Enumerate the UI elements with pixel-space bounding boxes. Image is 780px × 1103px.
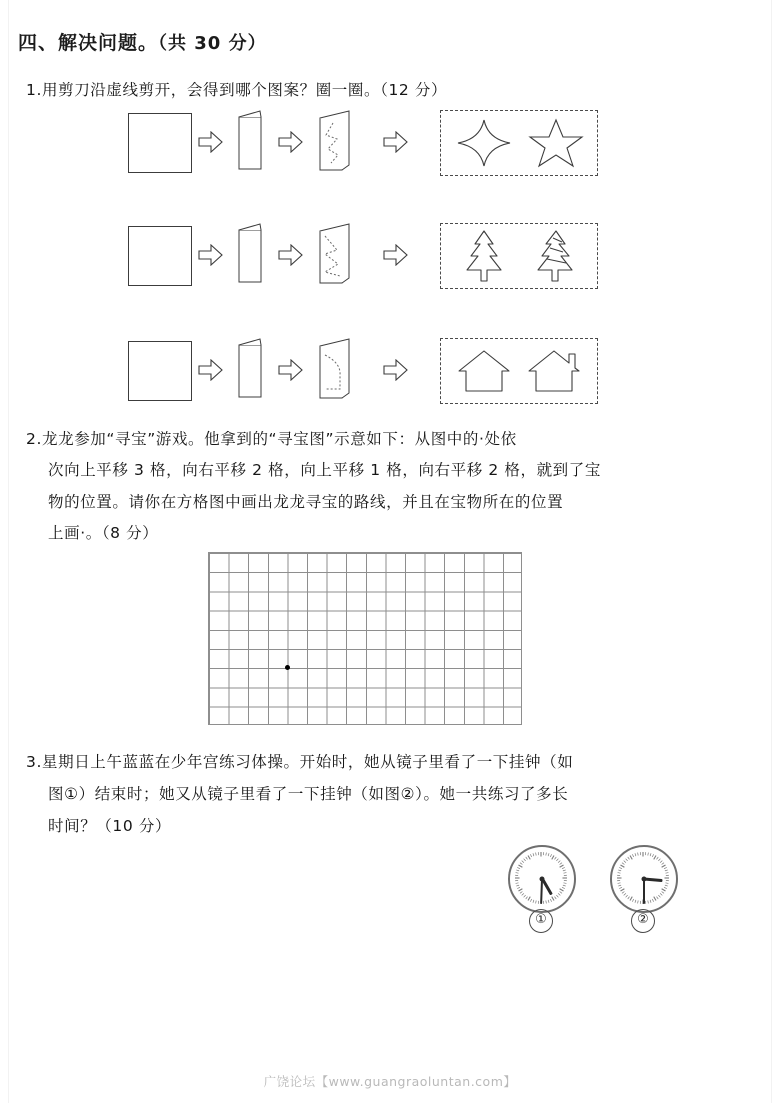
tree-asymmetric-icon[interactable] — [529, 228, 579, 284]
arrow-right-icon — [383, 131, 409, 153]
treasure-map-grid[interactable] — [208, 552, 522, 725]
arrow-right-icon — [383, 359, 409, 381]
section-title — [18, 28, 267, 55]
answer-choice-box[interactable] — [440, 223, 598, 289]
house-with-chimney-icon[interactable] — [525, 347, 583, 395]
arrow-right-icon — [278, 244, 304, 266]
question-2-line-2: 次向上平移 3 格，向右平移 2 格，向上平移 1 格，向右平移 2 格，就到了宝 — [48, 461, 601, 479]
arrow-right-icon — [198, 244, 224, 266]
clock-face-1 — [508, 845, 576, 913]
section-points: （共 30 分） — [158, 33, 267, 54]
question-3-line-3: 时间？（10 分） — [48, 817, 172, 835]
house-plain-icon[interactable] — [455, 347, 513, 395]
question-3-line-1: 3.星期日上午蓝蓝在少年宫练习体操。开始时，她从镜子里看了一下挂钟（如 — [26, 753, 574, 771]
question-2-line-1: 2.龙龙参加“寻宝”游戏。他拿到的“寻宝图”示意如下：从图中的·处依 — [26, 430, 517, 448]
arrow-right-icon — [198, 359, 224, 381]
question-1-row-1 — [0, 105, 780, 195]
question-1-row-3 — [0, 333, 780, 423]
folded-paper-with-cut-line-icon — [311, 337, 355, 403]
clock-label-2: ② — [631, 909, 655, 933]
folded-paper-with-cut-line-icon — [311, 109, 355, 175]
start-position-dot — [285, 665, 290, 670]
arrow-right-icon — [278, 359, 304, 381]
clock-face-2 — [610, 845, 678, 913]
answer-choice-box[interactable] — [440, 110, 598, 176]
site-watermark: 广饶论坛【www.guangraoluntan.com】 — [263, 1074, 517, 1089]
clock-tick-ring — [615, 850, 667, 902]
question-3-line-2: 图①）结束时；她又从镜子里看了一下挂钟（如图②）。她一共练习了多长 — [48, 785, 569, 803]
clock-tick-ring — [513, 850, 565, 902]
folded-paper-icon — [231, 337, 267, 401]
answer-choice-box[interactable] — [440, 338, 598, 404]
question-1-row-2 — [0, 218, 780, 308]
question-1-line-1: 1.用剪刀沿虚线剪开，会得到哪个图案？圈一圈。（12 分） — [26, 81, 448, 99]
clock-label-1: ① — [529, 909, 553, 933]
section-title-text: 四、解决问题。 — [18, 32, 159, 54]
folded-paper-icon — [231, 109, 267, 173]
five-point-star-icon[interactable] — [527, 117, 585, 169]
square-paper-icon — [128, 113, 192, 173]
arrow-right-icon — [383, 244, 409, 266]
clock-center-hub — [540, 877, 545, 882]
square-paper-icon — [128, 341, 192, 401]
four-point-star-icon[interactable] — [455, 117, 513, 169]
arrow-right-icon — [198, 131, 224, 153]
arrow-right-icon — [278, 131, 304, 153]
minute-hand — [643, 879, 645, 904]
question-2-line-4: 上画·。（8 分） — [48, 524, 159, 542]
question-2-line-3: 物的位置。请你在方格图中画出龙龙寻宝的路线，并且在宝物所在的位置 — [48, 493, 564, 511]
tree-symmetric-icon[interactable] — [459, 228, 509, 284]
folded-paper-icon — [231, 222, 267, 286]
square-paper-icon — [128, 226, 192, 286]
folded-paper-with-cut-line-icon — [311, 222, 355, 288]
clock-center-hub — [642, 877, 647, 882]
